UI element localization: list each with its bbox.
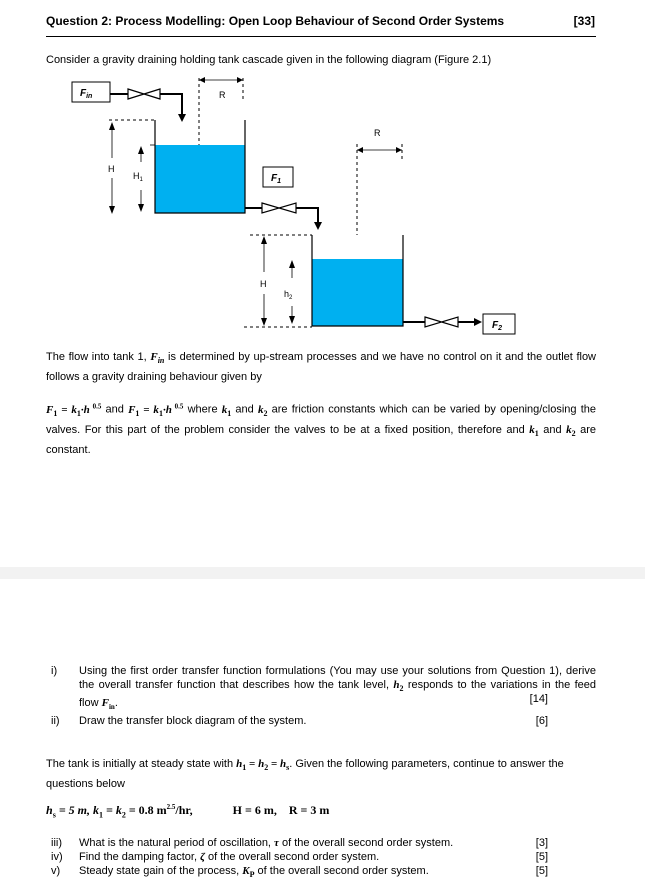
h1-label: $H_1$ xyxy=(133,171,143,183)
intro-text: Consider a gravity draining holding tank cascade given in the following diagram (Figure 2.1) xyxy=(46,54,492,66)
question-item-iv: iv) Find the damping factor, ζ of the overall second order system. [5] xyxy=(51,851,548,863)
h-label-tank2: H xyxy=(260,279,267,289)
steady-state-paragraph: The tank is initially at steady state with $h_1 = h_2 = h_s$. Given the following parameters, continue to answer the questions below xyxy=(46,758,564,791)
h2-label: $h_2$ xyxy=(284,289,293,301)
question-item-i: i) Using the first order transfer function formulations (You may use your solutions from Question 1), derive the overall transfer function that describes how the tank level, $h_2$ responds to the variations in the feed flow $F_{in}$. [14] xyxy=(51,665,596,712)
question-item-v: v) Steady state gain of the process, $K_P$ of the overall second order system. [5] xyxy=(51,865,548,880)
question-marks: [33] xyxy=(573,14,595,28)
question-title: Question 2: Process Modelling: Open Loop Behaviour of Second Order Systems xyxy=(46,14,505,28)
questions-part-b xyxy=(46,836,596,882)
inflow-paragraph: The flow into tank 1, $F_{in}$ is determined by up-stream processes and we have no control on it and the outlet flow follows a gravity draining behaviour given by xyxy=(46,351,597,384)
f2-label: $F_2$ xyxy=(492,320,503,332)
page-break xyxy=(0,567,645,579)
question-item-ii: ii) Draw the transfer block diagram of the system. [6] xyxy=(51,715,548,728)
tank2-water xyxy=(312,259,403,326)
outlet-arrow-icon xyxy=(474,318,482,326)
tank1-water xyxy=(155,145,245,213)
tank-diagram xyxy=(0,70,645,345)
parameters-line: $h_s = 5$ m, $k_1 = k_2 = 0.8$ $m^{2.5}/hr$, H = 6 m, R = 3 m xyxy=(46,803,330,820)
flow-equation-paragraph: $F_1 = k_1\cdot h$ $^{0.5}$ and $F_1 = k_1\cdot h$ $^{0.5}$ where $k_1$ and $k_2$ are friction constants which can be varied by opening/closing the valves. For this part of the problem consider the valves to be at a fixed position, therefore and $k_1$ and $k_2$ are constant. xyxy=(46,402,597,457)
inlet-valve-icon xyxy=(128,89,160,99)
h-label-tank1: H xyxy=(108,164,115,174)
r-label-top: R xyxy=(219,90,226,100)
r-label-right: R xyxy=(374,128,381,138)
outlet-valve-icon xyxy=(425,317,458,327)
fin-label: $F_{in}$ xyxy=(80,88,93,100)
question-item-iii: iii) What is the natural period of oscillation, τ of the overall second order system. [3] xyxy=(51,837,548,849)
f1-label: $F_1$ xyxy=(271,173,282,185)
inlet-arrow-icon xyxy=(178,114,186,122)
questions-part-a xyxy=(46,664,596,728)
valve1-icon xyxy=(262,203,296,213)
header-rule xyxy=(46,36,596,37)
tank2-inlet-arrow-icon xyxy=(314,222,322,230)
